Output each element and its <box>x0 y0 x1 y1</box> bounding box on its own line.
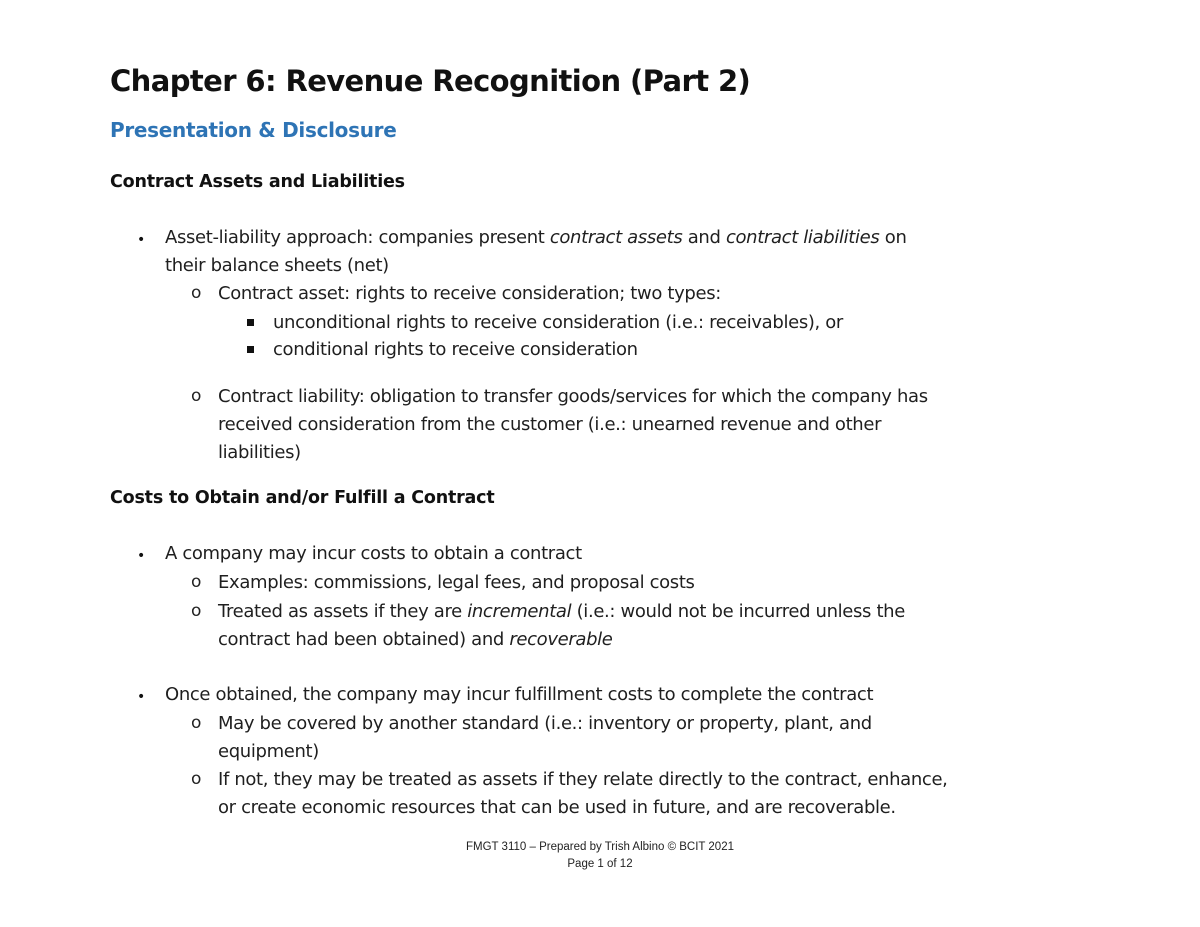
sub-bullet-circle: o <box>191 572 202 592</box>
bullet-dot: • <box>137 232 146 248</box>
square-bullet <box>247 346 254 353</box>
bullet-text: A company may incur costs to obtain a contract <box>165 543 582 564</box>
sub-bullet-circle: o <box>191 769 202 789</box>
sub-bullet-text: If not, they may be treated as assets if they relate directly to the contract, enhance, <box>218 769 948 790</box>
section-heading-costs: Costs to Obtain and/or Fulfill a Contract <box>110 488 495 508</box>
bullet-text-continued: their balance sheets (net) <box>165 255 389 276</box>
sub-bullet-text: Treated as assets if they are incremental (i.e.: would not be incurred unless the <box>218 601 905 622</box>
sub-bullet-circle: o <box>191 386 202 406</box>
bullet-dot: • <box>137 689 146 705</box>
sub-bullet-text: May be covered by another standard (i.e.: inventory or property, plant, and <box>218 713 872 734</box>
sub-bullet-circle: o <box>191 713 202 733</box>
square-bullet <box>247 319 254 326</box>
sub-bullet-text: Contract asset: rights to receive consideration; two types: <box>218 283 721 304</box>
bullet-text: Asset-liability approach: companies present contract assets and contract liabilities on <box>165 227 907 248</box>
sub-bullet-circle: o <box>191 601 202 621</box>
section-heading-contract-assets: Contract Assets and Liabilities <box>110 172 405 192</box>
sub-bullet-text-continued: equipment) <box>218 741 319 762</box>
page-title: Chapter 6: Revenue Recognition (Part 2) <box>110 64 751 98</box>
sub-bullet-text-continued: or create economic resources that can be used in future, and are recoverable. <box>218 797 896 818</box>
square-bullet-text: unconditional rights to receive consideration (i.e.: receivables), or <box>273 312 843 333</box>
sub-bullet-text-continued: received consideration from the customer (i.e.: unearned revenue and other <box>218 414 882 435</box>
footer-credit: FMGT 3110 – Prepared by Trish Albino © BCIT 2021 <box>466 841 734 853</box>
footer-page-number: Page 1 of 12 <box>567 858 633 870</box>
page-subtitle: Presentation & Disclosure <box>110 118 397 142</box>
square-bullet-text: conditional rights to receive consideration <box>273 339 638 360</box>
bullet-dot: • <box>137 548 146 564</box>
sub-bullet-circle: o <box>191 283 202 303</box>
sub-bullet-text-continued: contract had been obtained) and recoverable <box>218 629 613 650</box>
bullet-text: Once obtained, the company may incur fulfillment costs to complete the contract <box>165 684 874 705</box>
sub-bullet-text: Examples: commissions, legal fees, and proposal costs <box>218 572 695 593</box>
sub-bullet-text-continued: liabilities) <box>218 442 301 463</box>
sub-bullet-text: Contract liability: obligation to transfer goods/services for which the company has <box>218 386 928 407</box>
